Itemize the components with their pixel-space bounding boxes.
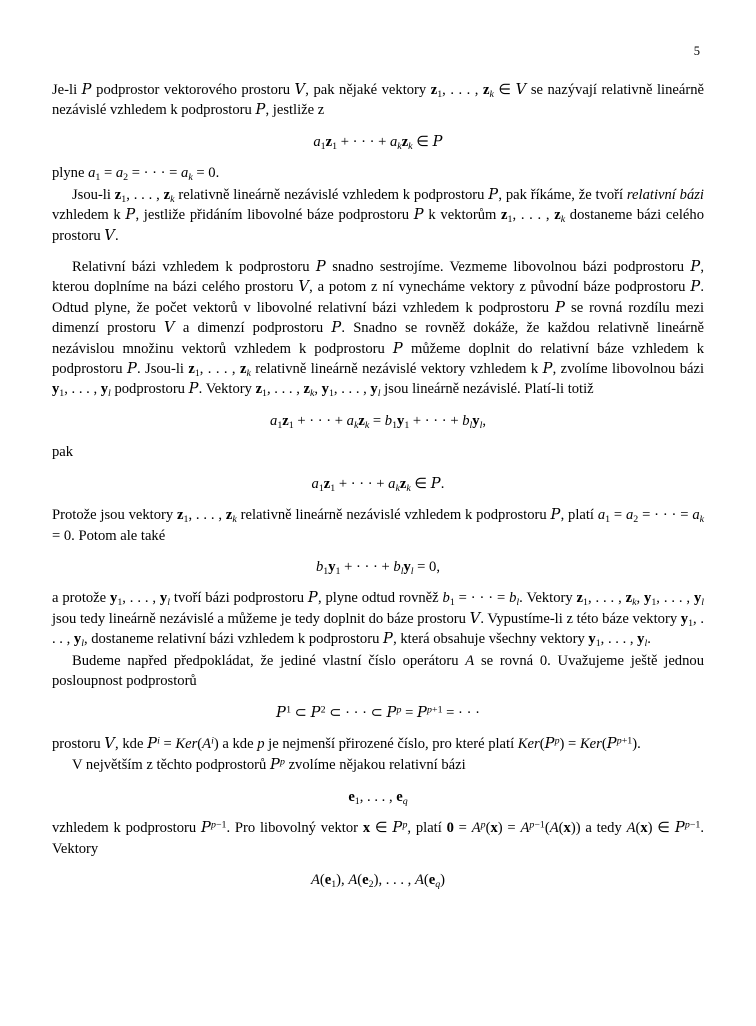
p6-a: Protože jsou vektory bbox=[52, 507, 177, 524]
paragraph-8: Budeme napřed předpokládat, že jediné vlastní číslo operátoru A se rovná 0. Uvažujeme ještě jednou posloupnost podprostorů bbox=[52, 652, 704, 690]
paragraph-3: Jsou-li $z_1$, . . . , $z_k$ relativně lineárně nezávislé vzhledem k podprostoru P, pak říkáme, že tvoří relativní bázi vzhledem k P, jestliže přidáním libovolné báze podprostoru P k vektorům $z_1$, . . . , $z_k$ dostaneme bázi celého prostoru V. bbox=[52, 185, 704, 244]
p3-a: Jsou-li bbox=[72, 186, 115, 203]
p4-a: Relativní bázi vzhledem k podprostoru bbox=[72, 258, 316, 275]
paragraph-4: Relativní bázi vzhledem k podprostoru P snadno sestrojíme. Vezmeme libovolnou bázi podprostoru P, kterou doplníme na bázi celého prostoru V, a potom z ní vynecháme vektory z původní báze podprostoru P. Odtud plyne, že počet vektorů v libovolné relativní bázi vzhledem k podprostoru P se rovná rozdílu mezi dimenzí prostoru V a dimenzí podprostoru P. Snadno se rovněž dokáže, že každou relativně lineárně nezávislou množinu vektorů vzhledem k podprostoru P můžeme doplnit do relativní báze vzhledem k podprostoru P. Jsou-li $z_1$, . . . , $z_k$ relativně lineárně nezávislé vektory vzhledem k P, zvolíme libovolnou bázi $y_1$, . . . , $y_l$ podprostoru P. Vektory $z_1$, . . . , $z_k$, $y_1$, . . . , $y_l$ jsou lineárně nezávislé. Platí-li totiž bbox=[52, 257, 705, 400]
equation-4: $b_1y_1$ + · · · + $b_ly_l = 0$, bbox=[315, 559, 441, 577]
def-text-e: , jestliže z bbox=[265, 102, 325, 119]
equation-5: $P^1$ ⊂ $P^2$ ⊂ · · · ⊂ $P^p = P^{p+1}$ = · · · bbox=[276, 703, 480, 721]
symbol-P: P bbox=[81, 81, 92, 98]
p10-b: zvolíme nějakou relativní bázi bbox=[284, 757, 466, 774]
paragraph-11: vzhledem k podprostoru $P^{p-1}$. Pro libovolný vektor x ∈ $P^p$, platí $0 = A^p(x) = A^{p-1}(A(x))$ a tedy A(x) ∈ $P^{p-1}$. Vektory bbox=[52, 819, 705, 857]
equation-2: $a_1z_1$ + · · · + $a_kz_k = b_1y_1$ + · · · + $b_ly_l$, bbox=[270, 412, 486, 431]
p3-b: relativně lineárně nezávislé vzhledem k podprostoru bbox=[174, 186, 489, 203]
equation-7: $A(e_1)$, $A(e_2)$, . . . , $A(e_q)$ bbox=[310, 872, 446, 890]
paragraph-7: a protože $y_1$, . . . , $y_l$ tvoří bázi podprostoru P, plyne odtud rovněž $b_1$ = · · · = $b_l$. Vektory $z_1$, . . . , $z_k$, $y_1$, . . . , $y_l$ jsou tedy lineárně nezávislé a můžeme je tedy doplnit do báze prostoru V. Vypustíme-li z této báze vektory $y_1$, . . . , $y_l$, dostaneme relativní bázi vzhledem k podprostoru P, která obsahuje všechny vektory $y_1$, . . . , $y_l$. bbox=[52, 589, 705, 650]
equation-1: $a_1z_1$ + · · · + $a_kz_k$ ∈ P bbox=[313, 132, 443, 152]
paragraph-9: prostoru V, kde $P^i = Ker(A^i)$ a kde p je nejmenší přirozené číslo, pro které platí $Ker(P^p) = Ker(P^{p+1})$. bbox=[52, 734, 641, 752]
symbol-V: V bbox=[294, 81, 306, 98]
equation-6: $e_1$, . . . , $e_q$ bbox=[348, 788, 408, 807]
paragraph-5: pak bbox=[52, 444, 74, 461]
page-number: 5 bbox=[693, 44, 700, 58]
equation-3: $a_1z_1$ + · · · + $a_kz_k$ ∈ P. bbox=[311, 474, 445, 494]
paragraph-10: V největším z těchto podprostorů $P^p$ zvolíme nějakou relativní bázi bbox=[72, 756, 466, 774]
def-text-c: , pak nějaké vektory bbox=[305, 82, 431, 98]
p7-a: a protože bbox=[52, 590, 111, 607]
definition-paragraph: Je-li P podprostor vektorového prostoru V, pak nějaké vektory $z_1$, . . . , $z_k$ ∈ V se nazývají relativně lineárně nezávislé vzhledem k podprostoru P, jestliže z bbox=[52, 81, 704, 119]
paragraph-6: Protože jsou vektory $z_1$, . . . , $z_k$ relativně lineárně nezávislé vzhledem k podprostoru P, platí $a_1 = a_2$ = · · · = $a_k = 0$. Potom ale také bbox=[52, 506, 705, 544]
p10-a: V největším z těchto podprostorů bbox=[72, 757, 270, 774]
def-text-d: se nazývají relativně lineárně nezávislé vzhledem k podprostoru bbox=[52, 82, 704, 119]
document-body bbox=[52, 80, 704, 891]
def-text-a: Je-li bbox=[52, 82, 82, 98]
paragraph-2: plyne $a_1 = a_2$ = · · · = $a_k = 0$. bbox=[52, 165, 220, 184]
def-text-b: podprostor vektorového prostoru bbox=[91, 82, 295, 98]
